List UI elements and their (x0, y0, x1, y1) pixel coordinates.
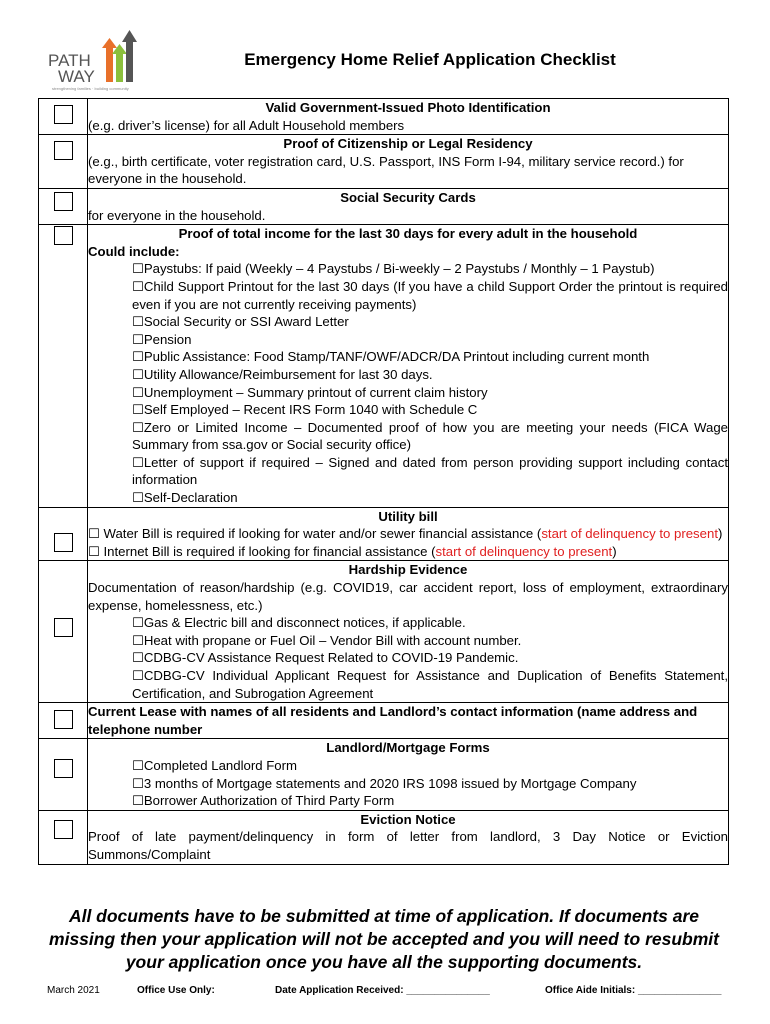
list-item: ☐3 months of Mortgage statements and 2020 IRS 1098 issued by Mortgage Company (132, 775, 637, 791)
logo-text-path: PATH (48, 51, 91, 70)
list-item: ☐CDBG-CV Individual Applicant Request for Assistance and Duplication of Benefits Statement, Certification, and Subrogation Agreement (132, 668, 728, 701)
table-row (39, 225, 729, 508)
checkbox-eviction[interactable] (54, 820, 73, 839)
page-title: Emergency Home Relief Application Checklist (244, 50, 616, 69)
list-item: ☐CDBG-CV Assistance Request Related to COVID-19 Pandemic. (132, 650, 519, 666)
date-received-field[interactable]: Date Application Received: _______________ (275, 985, 490, 996)
list-item: ☐Zero or Limited Income – Documented proof of how you are meeting your needs (FICA Wage Summary from ssa.gov or Social security office) (132, 419, 728, 453)
row-subheading: Could include: (88, 243, 180, 259)
checkbox-income[interactable] (54, 226, 73, 245)
table-row (39, 135, 729, 189)
internet-bill-item: ☐ Internet Bill is required if looking for financial assistance (start of delinquency to present) (88, 543, 617, 559)
revision-date: March 2021 (47, 985, 100, 996)
table-row (39, 507, 729, 561)
row-body: (e.g. driver’s license) for all Adult Household members (88, 117, 405, 133)
aide-initials-field[interactable]: Office Aide Initials: _______________ (545, 985, 722, 996)
row-heading: Hardship Evidence (348, 562, 468, 578)
logo-text-way: WAY (58, 67, 95, 86)
office-use-label: Office Use Only: (137, 985, 215, 996)
water-bill-item: ☐ Water Bill is required if looking for water and/or sewer financial assistance (start of delinquency to present) (88, 526, 723, 542)
row-body: Proof of late payment/delinquency in form of letter from landlord, 3 Day Notice or Eviction Summons/Complaint (88, 829, 728, 862)
list-item: ☐Self-Declaration (132, 490, 238, 506)
checkbox-citizenship[interactable] (54, 141, 73, 160)
submission-notice: All documents have to be submitted at time of application. If documents are missing then your application will not be accepted and you will need to resubmit your application once you have all the supporting documents. (49, 906, 719, 972)
list-item: ☐Letter of support if required – Signed and dated from person providing support including contact information (132, 454, 728, 488)
checkbox-hardship[interactable] (54, 618, 73, 637)
checkbox-landlord[interactable] (54, 759, 73, 778)
list-item: ☐Social Security or SSI Award Letter (132, 314, 349, 330)
row-heading: Proof of total income for the last 30 days for every adult in the household (178, 226, 638, 242)
checklist-table (38, 98, 729, 865)
checkbox-utility[interactable] (54, 533, 73, 552)
list-item: ☐Heat with propane or Fuel Oil – Vendor Bill with account number. (132, 632, 522, 648)
row-heading: Utility bill (378, 508, 438, 524)
table-row (39, 739, 729, 810)
row-heading: Current Lease with names of all residents and Landlord’s contact information (name address and telephone number (88, 704, 698, 737)
list-item: ☐Utility Allowance/Reimbursement for last 30 days. (132, 366, 433, 382)
row-heading: Valid Government-Issued Photo Identification (265, 100, 551, 115)
list-item: ☐Pension (132, 331, 192, 347)
row-heading: Eviction Notice (360, 811, 456, 827)
table-row (39, 99, 729, 135)
list-item: ☐Unemployment – Summary printout of current claim history (132, 384, 488, 400)
list-item: ☐Public Assistance: Food Stamp/TANF/OWF/ADCR/DA Printout including current month (132, 349, 650, 365)
table-row (39, 561, 729, 703)
list-item: ☐Paystubs: If paid (Weekly – 4 Paystubs / Bi-weekly – 2 Paystubs / Monthly – 1 Paystub) (132, 261, 655, 277)
row-heading: Social Security Cards (340, 189, 476, 205)
pathway-logo (44, 28, 154, 94)
delinquency-note: start of delinquency to present (541, 526, 718, 542)
logo-graphic (44, 28, 154, 94)
delinquency-note: start of delinquency to present (435, 543, 613, 559)
row-body: (e.g., birth certificate, voter registration card, U.S. Passport, INS Form I-94, military service record.) for everyone in the household. (88, 153, 684, 187)
table-row (39, 810, 729, 864)
list-item: ☐Gas & Electric bill and disconnect notices, if applicable. (132, 615, 466, 631)
row-body: Documentation of reason/hardship (e.g. COVID19, car accident report, loss of employment, extraordinary expense, homelessness, etc.) (88, 580, 728, 613)
list-item: ☐Completed Landlord Form (132, 757, 298, 773)
logo-tagline: strengthening families · building community (52, 86, 129, 91)
row-body: for everyone in the household. (88, 207, 266, 223)
checkbox-ssn[interactable] (54, 192, 73, 211)
table-row (39, 703, 729, 739)
checkbox-id[interactable] (54, 105, 73, 124)
row-heading: Proof of Citizenship or Legal Residency (283, 136, 533, 152)
row-heading: Landlord/Mortgage Forms (326, 740, 490, 756)
table-row (39, 188, 729, 224)
list-item: ☐Child Support Printout for the last 30 days (If you have a child Support Order the printout is required even if you are not currently receiving payments) (132, 278, 728, 312)
checkbox-lease[interactable] (54, 710, 73, 729)
list-item: ☐Self Employed – Recent IRS Form 1040 with Schedule C (132, 402, 478, 418)
list-item: ☐Borrower Authorization of Third Party Form (132, 793, 395, 809)
